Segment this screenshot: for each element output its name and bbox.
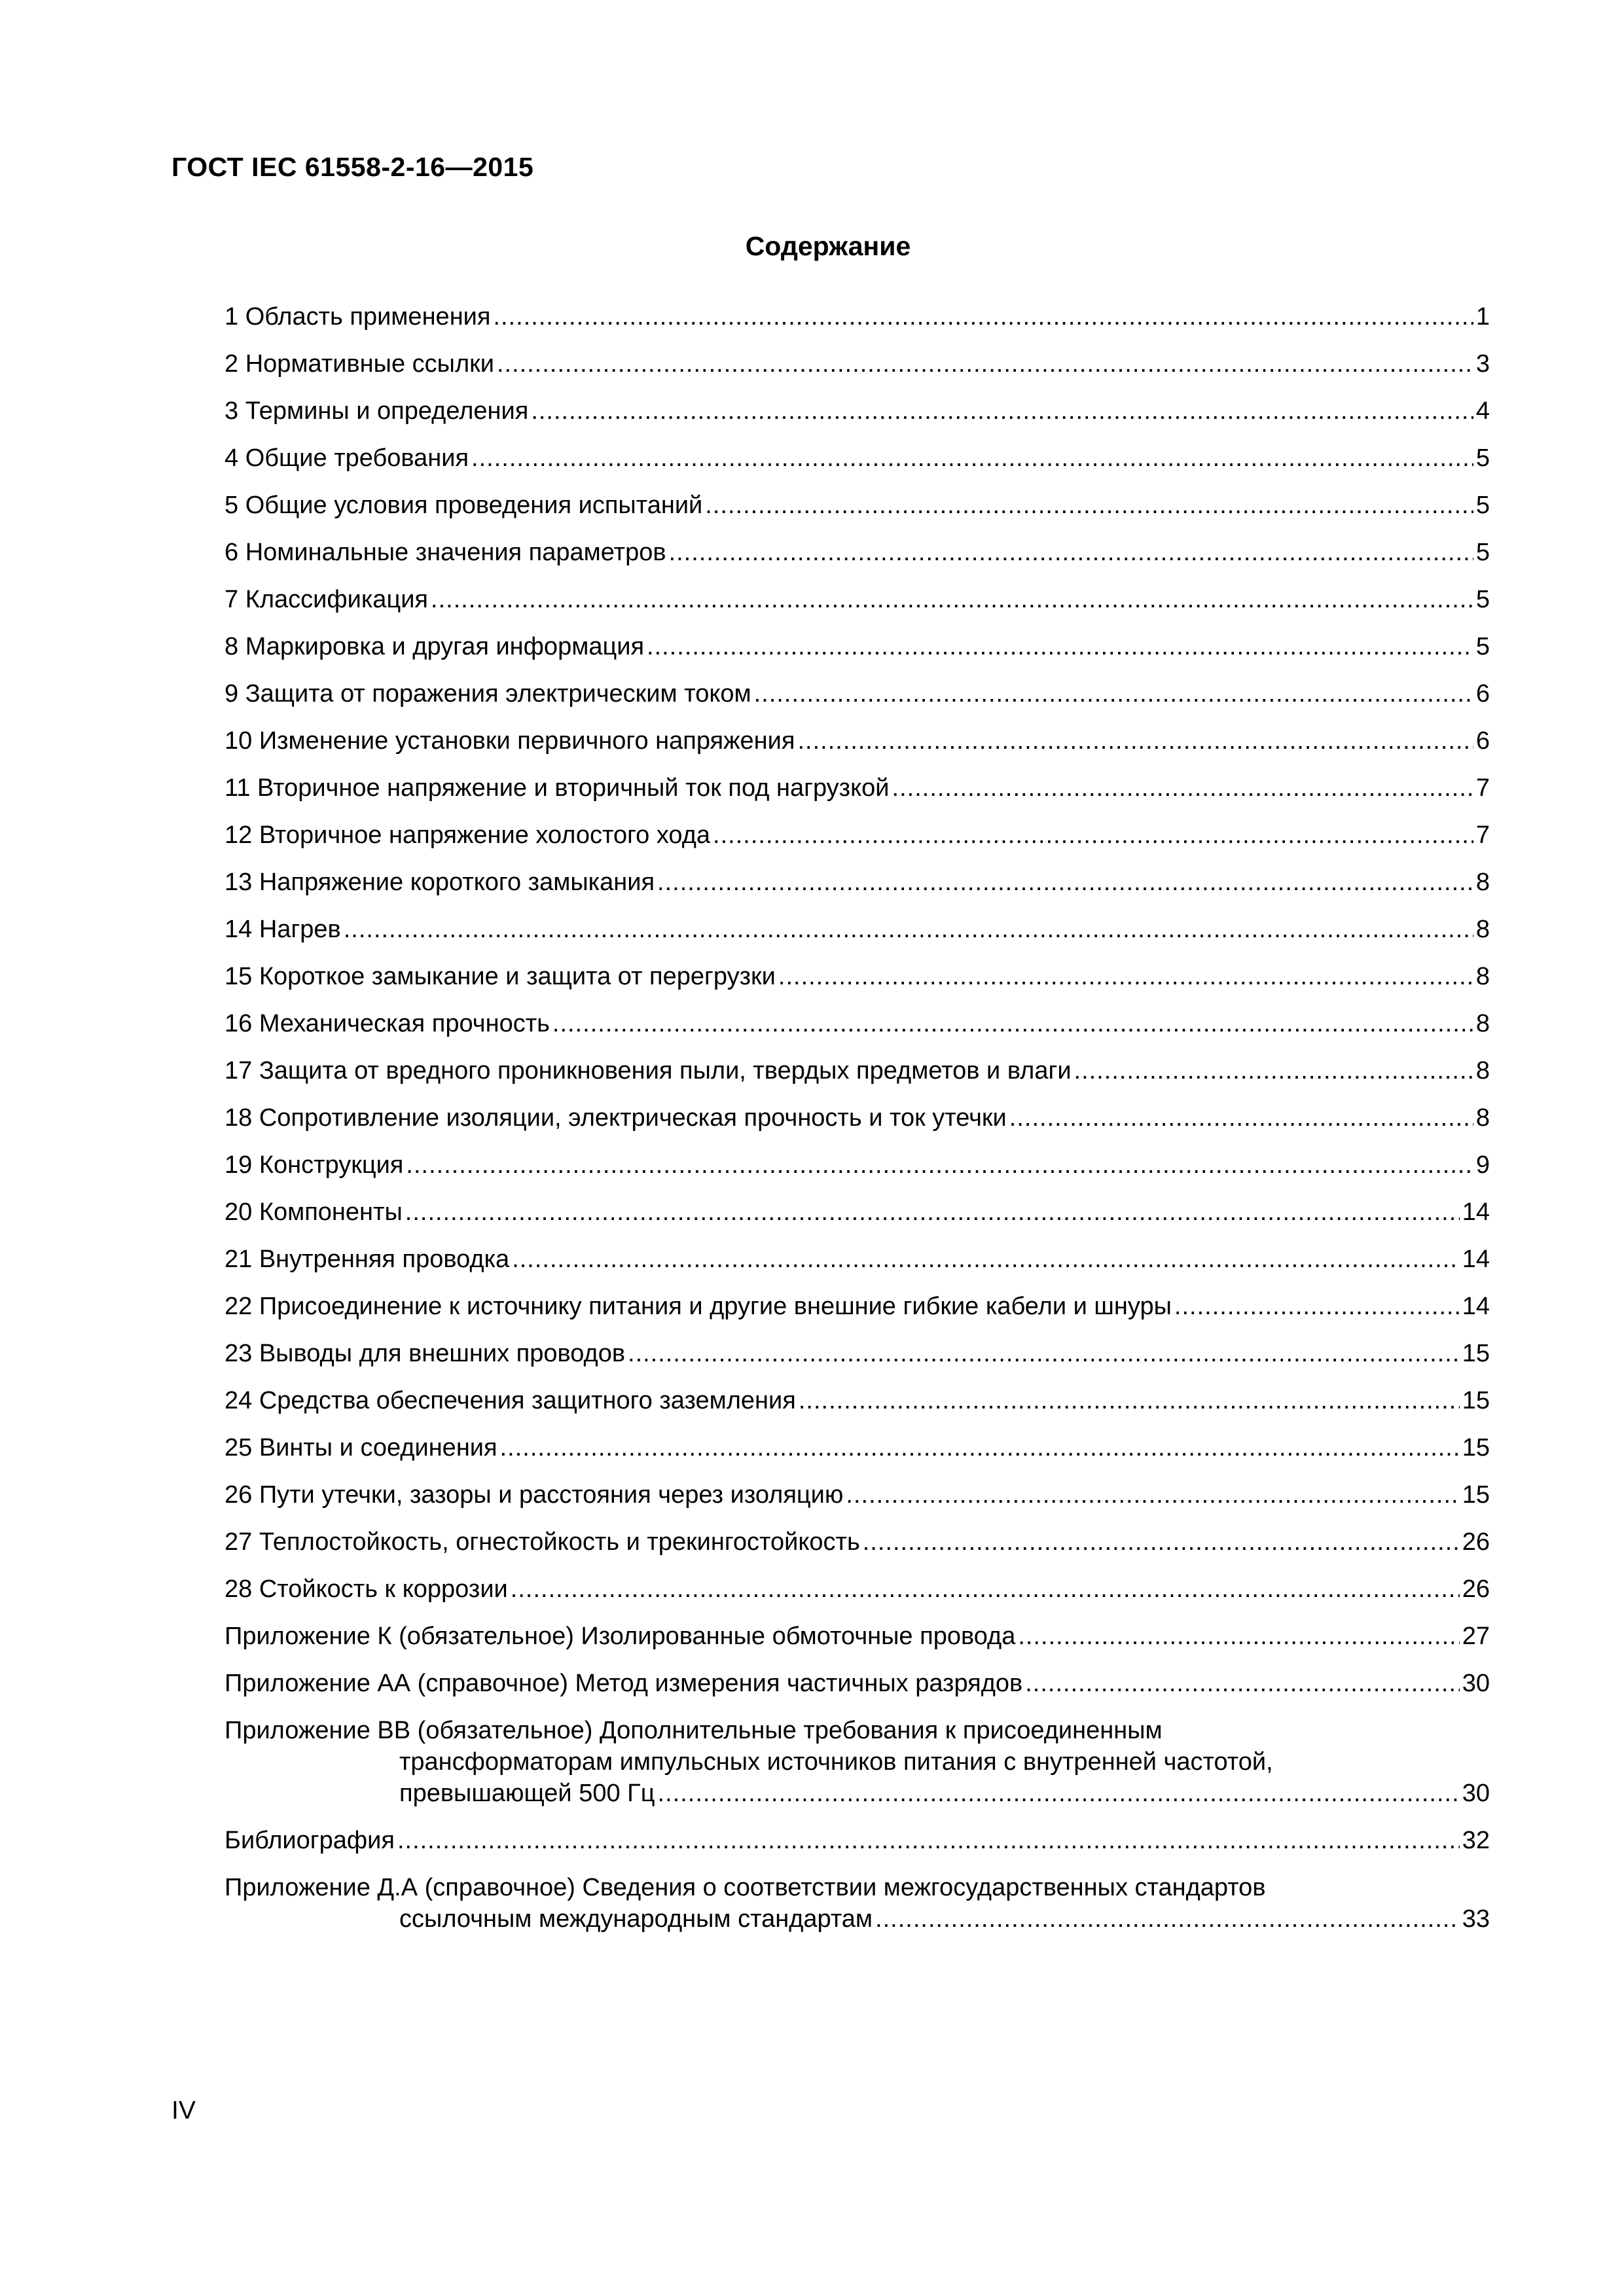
toc-entry[interactable]	[225, 1573, 1490, 1605]
document-header: ГОСТ IEC 61558-2-16—2015	[171, 152, 534, 182]
toc-entry-page: 5	[1475, 586, 1490, 613]
toc-entry-line	[225, 914, 1490, 945]
toc-entry-title: Приложение Д.А (справочное) Сведения о соответствии межгосударственных стандартов	[225, 1874, 1266, 1901]
toc-entry-line	[225, 1149, 1490, 1181]
toc-entry-title: 7 Классификация	[225, 586, 429, 613]
toc-entry-page: 6	[1475, 727, 1490, 755]
dot-leader	[493, 301, 1473, 332]
toc-entry-line	[225, 1244, 1490, 1275]
dot-leader	[1074, 1055, 1473, 1086]
toc-entry[interactable]	[225, 1621, 1490, 1652]
toc-entry-page: 30	[1462, 1670, 1490, 1697]
dot-leader	[1018, 1621, 1459, 1652]
toc-entry-title: ссылочным международным стандартам	[399, 1905, 873, 1933]
toc-entry-line	[225, 961, 1490, 992]
toc-entry[interactable]	[225, 1385, 1490, 1416]
toc-entry[interactable]	[225, 442, 1490, 474]
toc-title: Содержание	[745, 231, 911, 261]
dot-leader	[799, 1385, 1460, 1416]
toc-entry[interactable]	[225, 1526, 1490, 1558]
toc-entry[interactable]	[225, 772, 1490, 804]
dot-leader	[552, 1008, 1473, 1039]
dot-leader	[797, 725, 1473, 757]
toc-entry-title: 2 Нормативные ссылки	[225, 350, 494, 378]
dot-leader	[713, 819, 1473, 851]
toc-entry-line	[225, 1903, 1490, 1935]
dot-leader	[471, 442, 1473, 474]
toc-entry-line	[225, 1668, 1490, 1699]
toc-entry-page: 33	[1462, 1905, 1490, 1933]
toc-entry-title: 20 Компоненты	[225, 1198, 403, 1226]
toc-entry[interactable]	[225, 819, 1490, 851]
toc-entry-line	[225, 631, 1490, 662]
toc-entry-title: 6 Номинальные значения параметров	[225, 539, 666, 566]
toc-entry-title: 5 Общие условия проведения испытаний	[225, 492, 703, 519]
toc-entry-page: 7	[1475, 774, 1490, 802]
toc-entry-title: 17 Защита от вредного проникновения пыли, твердых предметов и влаги	[225, 1057, 1072, 1085]
toc-entry-line	[225, 1746, 1490, 1778]
toc-entry-page: 7	[1475, 821, 1490, 849]
toc-entry[interactable]	[225, 867, 1490, 898]
toc-entry-line	[225, 1479, 1490, 1511]
dot-leader	[705, 490, 1473, 521]
toc-entry-line	[225, 819, 1490, 851]
toc-entry-title: 14 Нагрев	[225, 916, 341, 943]
toc-entry-line	[225, 1008, 1490, 1039]
toc-entry[interactable]	[225, 914, 1490, 945]
toc-entry-page: 5	[1475, 444, 1490, 472]
toc-entry-line	[225, 1825, 1490, 1856]
toc-entry-title: 4 Общие требования	[225, 444, 469, 472]
toc-entry[interactable]	[225, 1479, 1490, 1511]
toc-entry-title: 15 Короткое замыкание и защита от перегрузки	[225, 963, 776, 990]
toc-entry-line	[225, 584, 1490, 615]
toc-entry-title: 25 Винты и соединения	[225, 1434, 497, 1462]
toc-entry-title: Приложение К (обязательное) Изолированные обмоточные провода	[225, 1623, 1016, 1650]
toc-entry-title: 9 Защита от поражения электрическим током	[225, 680, 751, 708]
toc-entry-title: 1 Область применения	[225, 303, 491, 331]
toc-entry-line	[225, 490, 1490, 521]
dot-leader	[405, 1196, 1460, 1228]
dot-leader	[658, 1778, 1460, 1809]
toc-entry[interactable]	[225, 1055, 1490, 1086]
toc-entry-page: 8	[1475, 916, 1490, 943]
dot-leader	[497, 348, 1473, 380]
toc-entry[interactable]	[225, 961, 1490, 992]
toc-entry[interactable]	[225, 395, 1490, 427]
toc-entry-page: 14	[1462, 1293, 1490, 1320]
dot-leader	[647, 631, 1473, 662]
toc-entry-page: 8	[1475, 869, 1490, 896]
toc-entry-page: 1	[1475, 303, 1490, 331]
toc-entry[interactable]	[225, 678, 1490, 709]
dot-leader	[846, 1479, 1459, 1511]
toc-entry[interactable]	[225, 490, 1490, 521]
toc-entry-line	[225, 725, 1490, 757]
toc-entry[interactable]	[225, 1102, 1490, 1134]
dot-leader	[512, 1244, 1460, 1275]
toc-entry-page: 8	[1475, 1104, 1490, 1132]
dot-leader	[628, 1338, 1460, 1369]
toc-entry[interactable]	[225, 1291, 1490, 1322]
dot-leader	[1009, 1102, 1473, 1134]
toc-entry[interactable]	[225, 1196, 1490, 1228]
dot-leader	[875, 1903, 1460, 1935]
toc-entry-title: 8 Маркировка и другая информация	[225, 633, 645, 660]
toc-entry-page: 6	[1475, 680, 1490, 708]
toc-entry-line	[225, 1573, 1490, 1605]
toc-entry-line	[225, 1385, 1490, 1416]
dot-leader	[657, 867, 1473, 898]
toc-entry-line	[225, 1432, 1490, 1463]
toc-entry-title: трансформаторам импульсных источников питания с внутренней частотой,	[399, 1748, 1273, 1776]
toc-entry-page: 14	[1462, 1246, 1490, 1273]
toc-entry-title: Приложение АА (справочное) Метод измерения частичных разрядов	[225, 1670, 1023, 1697]
toc-entry-page: 15	[1462, 1387, 1490, 1414]
toc-entry-title: 10 Изменение установки первичного напряжения	[225, 727, 795, 755]
toc-entry-line	[225, 1102, 1490, 1134]
toc-entry-title: 18 Сопротивление изоляции, электрическая прочность и ток утечки	[225, 1104, 1007, 1132]
toc-entry-title: 26 Пути утечки, зазоры и расстояния через изоляцию	[225, 1481, 844, 1509]
toc-entry[interactable]	[225, 1008, 1490, 1039]
toc-entry-page: 4	[1475, 397, 1490, 425]
dot-leader	[863, 1526, 1460, 1558]
dot-leader	[500, 1432, 1460, 1463]
toc-entry-title: превышающей 500 Гц	[399, 1780, 655, 1807]
dot-leader	[397, 1825, 1460, 1856]
toc-entry-title: 13 Напряжение короткого замыкания	[225, 869, 655, 896]
toc-entry-title: 22 Присоединение к источнику питания и другие внешние гибкие кабели и шнуры	[225, 1293, 1172, 1320]
toc-entry-title: 27 Теплостойкость, огнестойкость и трекингостойкость	[225, 1528, 860, 1556]
toc-entry[interactable]	[225, 301, 1490, 332]
toc-entry[interactable]	[225, 348, 1490, 380]
toc-entry-line	[225, 1715, 1490, 1746]
toc-entry[interactable]	[225, 1715, 1490, 1809]
dot-leader	[511, 1573, 1460, 1605]
toc-entry[interactable]	[225, 1149, 1490, 1181]
toc-entry[interactable]	[225, 631, 1490, 662]
toc-entry-page: 27	[1462, 1623, 1490, 1650]
toc-entry-page: 3	[1475, 350, 1490, 378]
toc-entry-title: 19 Конструкция	[225, 1151, 404, 1179]
toc-entry-line	[225, 1621, 1490, 1652]
dot-leader	[892, 772, 1473, 804]
page-number: IV	[171, 2096, 196, 2125]
toc-entry-page: 15	[1462, 1481, 1490, 1509]
toc-entry-title: 12 Вторичное напряжение холостого хода	[225, 821, 711, 849]
table-of-contents	[225, 301, 1490, 1950]
toc-entry-page: 15	[1462, 1340, 1490, 1367]
toc-entry-page: 26	[1462, 1575, 1490, 1603]
toc-entry-page: 5	[1475, 492, 1490, 519]
toc-entry-page: 5	[1475, 539, 1490, 566]
toc-entry-page: 5	[1475, 633, 1490, 660]
toc-entry-line	[225, 1338, 1490, 1369]
toc-entry-page: 30	[1462, 1780, 1490, 1807]
toc-entry[interactable]	[225, 1825, 1490, 1856]
dot-leader	[431, 584, 1473, 615]
dot-leader	[1025, 1668, 1459, 1699]
toc-entry-title: 24 Средства обеспечения защитного заземления	[225, 1387, 796, 1414]
toc-entry-title: Приложение ВВ (обязательное) Дополнительные требования к присоединенным	[225, 1717, 1163, 1744]
toc-entry-line	[225, 1778, 1490, 1809]
toc-entry[interactable]	[225, 584, 1490, 615]
toc-entry-page: 8	[1475, 963, 1490, 990]
dot-leader	[754, 678, 1473, 709]
toc-entry-title: 3 Термины и определения	[225, 397, 529, 425]
toc-entry-line	[225, 442, 1490, 474]
toc-entry[interactable]	[225, 1338, 1490, 1369]
toc-entry-page: 8	[1475, 1010, 1490, 1037]
dot-leader	[406, 1149, 1473, 1181]
toc-entry-line	[225, 537, 1490, 568]
toc-entry[interactable]	[225, 1668, 1490, 1699]
toc-entry-page: 14	[1462, 1198, 1490, 1226]
toc-entry-page: 8	[1475, 1057, 1490, 1085]
toc-entry-title: 16 Механическая прочность	[225, 1010, 550, 1037]
toc-entry[interactable]	[225, 725, 1490, 757]
toc-entry[interactable]	[225, 1872, 1490, 1935]
toc-entry-title: 28 Стойкость к коррозии	[225, 1575, 508, 1603]
toc-entry-page: 32	[1462, 1827, 1490, 1854]
toc-entry-line	[225, 1291, 1490, 1322]
dot-leader	[778, 961, 1473, 992]
toc-entry-title: 11 Вторичное напряжение и вторичный ток под нагрузкой	[225, 774, 890, 802]
toc-entry[interactable]	[225, 1432, 1490, 1463]
dot-leader	[531, 395, 1473, 427]
toc-entry-line	[225, 867, 1490, 898]
dot-leader	[344, 914, 1473, 945]
toc-entry-line	[225, 1055, 1490, 1086]
toc-entry[interactable]	[225, 537, 1490, 568]
toc-entry-line	[225, 348, 1490, 380]
dot-leader	[1174, 1291, 1460, 1322]
dot-leader	[669, 537, 1473, 568]
toc-entry-title: 21 Внутренняя проводка	[225, 1246, 510, 1273]
toc-entry-line	[225, 301, 1490, 332]
toc-entry-line	[225, 395, 1490, 427]
toc-entry-line	[225, 1872, 1490, 1903]
toc-entry-line	[225, 678, 1490, 709]
toc-entry-page: 9	[1475, 1151, 1490, 1179]
toc-entry-title: Библиография	[225, 1827, 395, 1854]
toc-entry-line	[225, 772, 1490, 804]
toc-entry[interactable]	[225, 1244, 1490, 1275]
toc-entry-line	[225, 1526, 1490, 1558]
toc-entry-page: 15	[1462, 1434, 1490, 1462]
toc-entry-title: 23 Выводы для внешних проводов	[225, 1340, 626, 1367]
toc-entry-page: 26	[1462, 1528, 1490, 1556]
toc-entry-line	[225, 1196, 1490, 1228]
